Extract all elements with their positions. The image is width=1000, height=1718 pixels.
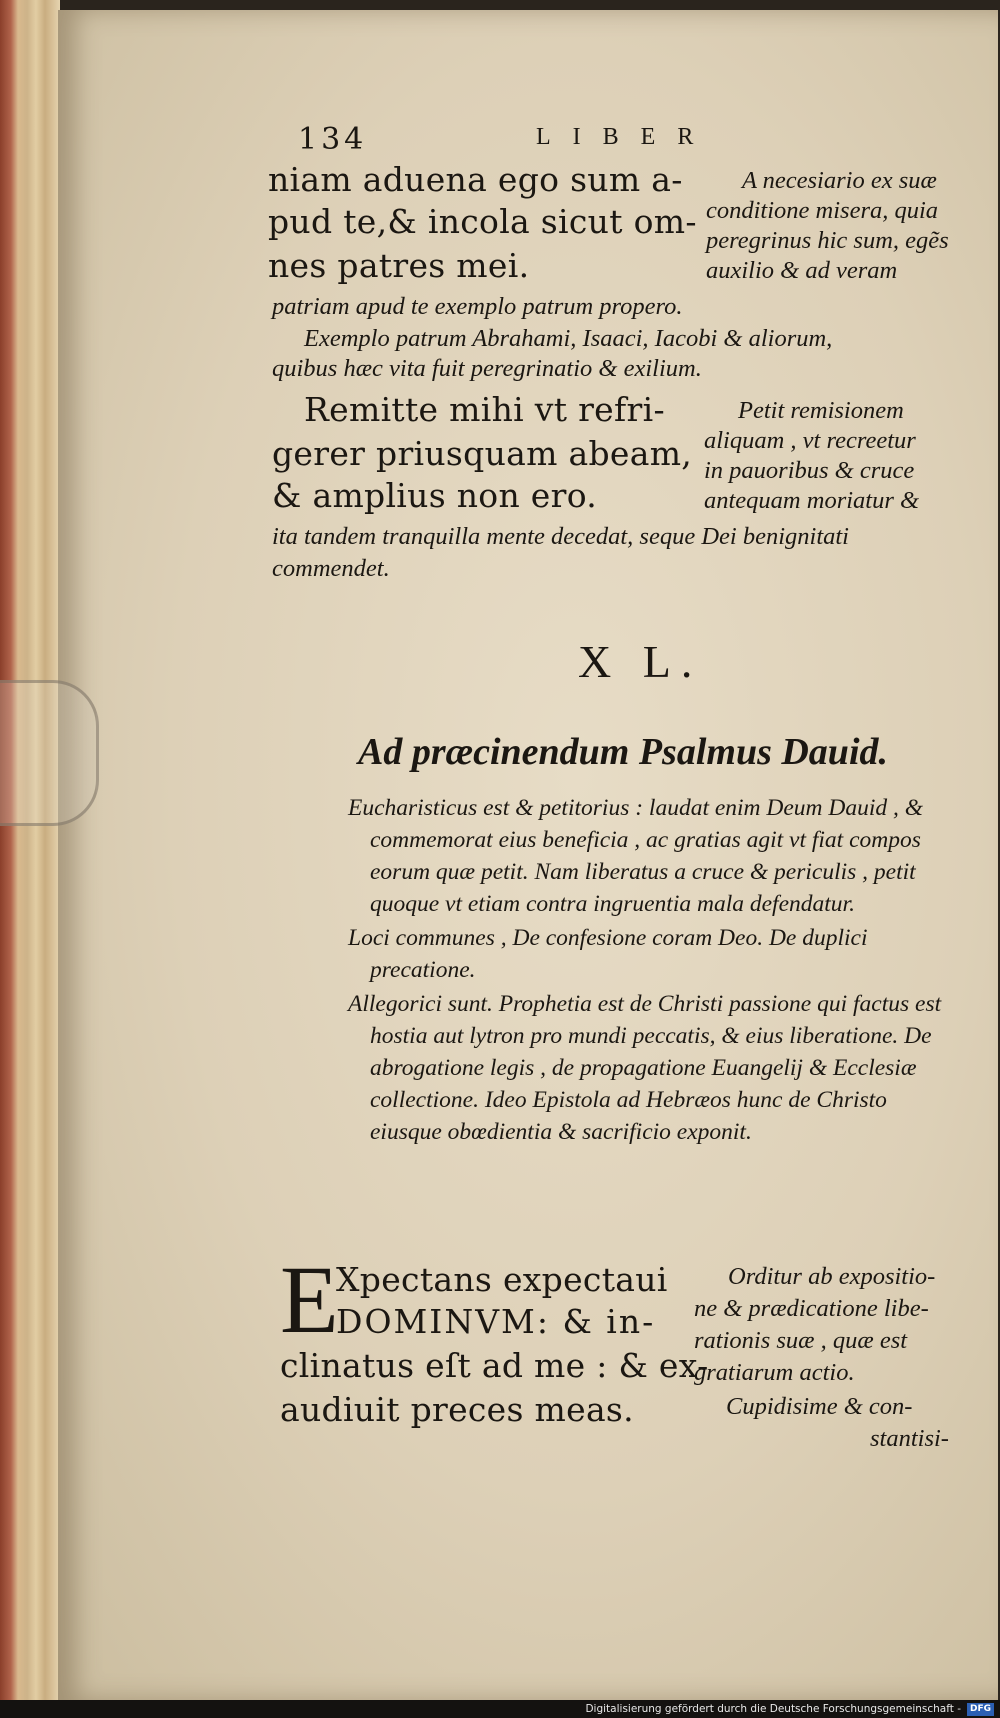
text-line: clinatus eſt ad me : & ex- [280, 1346, 709, 1385]
catchword: stantisi- [870, 1425, 949, 1452]
text-line: nes patres mei. [268, 246, 530, 285]
text-line: Remitte mihi vt refri- [304, 390, 665, 429]
note-line: Exemplo patrum Abrahami, Isaaci, Iacobi & aliorum, [304, 325, 833, 352]
margin-note-line: Orditur ab expositio- [728, 1263, 936, 1290]
note-continuation: commendet. [272, 555, 390, 582]
psalm-title: Ad præcinendum Psalmus Dauid. [358, 731, 888, 773]
text-line: niam aduena ego sum a- [268, 160, 683, 199]
margin-note-line: Cupidisime & con- [726, 1393, 913, 1420]
digitization-credit [0, 1700, 1000, 1718]
argument-paragraph: Allegorici sunt. Prophetia est de Christi passione qui factus est hostia aut lytron pro mundi peccatis, & eius liberatione. De abrogatione legis , de propagatione Euangelij & Ecclesiæ collectione. Ideo Epistola ad Hebræos hunc de Christo eiusque obœdientia & sacrificio exponit. [348, 991, 942, 1145]
dfg-logo: DFG [967, 1703, 994, 1716]
text-line: audiuit preces meas. [280, 1390, 634, 1429]
margin-note-line: auxilio & ad veram [706, 257, 898, 284]
margin-note-line: gratiarum actio. [694, 1359, 855, 1386]
page-clip [0, 680, 99, 826]
page-number: 134 [298, 122, 368, 157]
credit-text: Digitalisierung gefördert durch die Deutsche Forschungsgemeinschaft - [585, 1703, 961, 1715]
margin-note-line: aliquam , vt recreetur [704, 427, 916, 454]
chapter-number: X L. [578, 636, 703, 687]
text-line: & amplius non ero. [272, 476, 598, 515]
book-page [58, 10, 998, 1700]
argument-paragraph: Loci communes , De confesione coram Deo. De duplici precatione. [348, 925, 868, 983]
text-line: DOMINVM: & in- [336, 1302, 656, 1341]
margin-note-line: conditione misera, quia [706, 197, 939, 224]
margin-note-line: A necesiario ex suæ [742, 167, 937, 194]
text-line: gerer priusquam abeam, [272, 434, 693, 473]
argument-paragraph: Eucharisticus est & petitorius : laudat enim Deum Dauid , & commemorat eius beneficia , ac gratias agit vt fiat compos eorum quæ petit. Nam liberatus a cruce & periculis , petit quoque vt etiam contra ingruentia mala defendatur. [348, 795, 924, 917]
note-line: quibus hæc vita fuit peregrinatio & exilium. [272, 355, 702, 382]
running-head: LIBER [536, 124, 716, 150]
margin-note-line: peregrinus hic sum, egẽs [706, 227, 949, 254]
psalm-argument [348, 792, 958, 1148]
drop-cap: E [280, 1246, 339, 1353]
margin-note-line: Petit remisionem [738, 397, 904, 424]
margin-note-line: in pauoribus & cruce [704, 457, 915, 484]
note-continuation: ita tandem tranquilla mente decedat, seque Dei benignitati [272, 523, 849, 550]
margin-note-line: ne & prædicatione libe- [694, 1295, 929, 1322]
margin-note-line: antequam moriatur & [704, 487, 920, 514]
margin-note-line: rationis suæ , quæ est [694, 1327, 908, 1354]
note-continuation: patriam apud te exemplo patrum propero. [272, 293, 683, 320]
page-edges [0, 0, 60, 1700]
text-line: pud te,& incola sicut om- [268, 202, 697, 241]
text-line: Xpectans expectaui [336, 1260, 668, 1299]
